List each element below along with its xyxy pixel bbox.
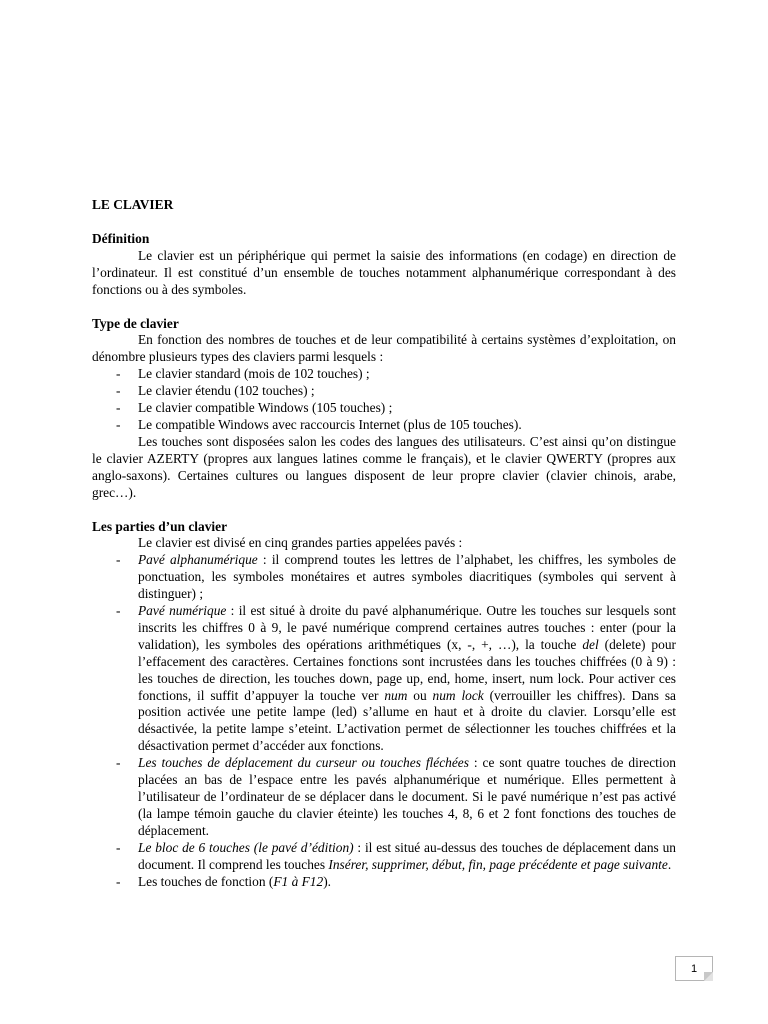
list-item [92,417,676,434]
parts-heading: Les parties d’un clavier [92,518,228,534]
list-item-edit-block [92,840,676,874]
list-bullet: - [116,755,121,771]
item-lead: Pavé alphanumérique [138,552,258,568]
definition-paragraph: Le clavier est un périphérique qui permet la saisie des informations (en codage) en direction de l’ordinateur. Il est constitué d’un ensemble de touches notamment alphanumérique correspondant à des fonctions ou à des symboles. [92,247,676,297]
list-bullet: - [116,400,121,416]
section-spacer [92,299,676,316]
list-item [92,366,676,383]
num-key-term: num [384,687,408,703]
types-heading: Type de clavier [92,315,179,331]
del-key-term: del [582,636,599,652]
edit-keys-term: Insérer, supprimer, début, fin, page précédente et page suivante [328,856,668,872]
item-text: (delete) pour l’effacement des caractères. Certaines fonctions sont incrustées dans les touches chiffrées (0 à 9) : les touches de direction, les touches down, page up, end, home, insert, num lock. Pour activer ces fonctions, il suffit d’appuyer la touche ver [138,636,676,703]
page-curl-icon [704,972,713,981]
item-text: : il est situé à droite du pavé alphanumérique. Outre les touches sur lesquels sont inscrits les chiffres 0 à 9, le pavé numérique comprend certaines autres touches : enter (pour la validation), les symboles des opérations arithmétiques (x, -, +, …), la touche [138,603,676,652]
item-text: : il est situé au-dessus des touches de déplacement dans un document. Il comprend les touches [138,839,676,872]
types-intro-paragraph: En fonction des nombres de touches et de leur compatibilité à certains systèmes d’exploitation, on dénombre plusieurs types des claviers parmi lesquels : [92,332,676,365]
section-spacer [92,502,676,519]
list-item-text: Le clavier compatible Windows (105 touches) ; [138,400,393,416]
list-bullet: - [116,552,121,568]
list-item-numeric [92,603,676,755]
document-page [92,197,676,890]
item-text: (verrouiller les chiffres). Dans sa position activée une petite lampe (led) s’allume en haut et à droite du clavier. Lorsqu’elle est désactivée, la petite lampe s’eteint. L’activation permet de sélectionner les touches chiffrées et la désactivation permet d’accéder aux fonctions. [138,687,676,754]
list-bullet: - [116,839,121,855]
item-lead: Le bloc de 6 touches (le pavé d’édition) [138,839,354,855]
page-number-box [675,956,713,981]
parts-intro-paragraph: Le clavier est divisé en cinq grandes parties appelées pavés : [138,535,463,551]
list-item [92,383,676,400]
item-text: . [667,856,672,872]
list-item-text: Le clavier étendu (102 touches) ; [138,383,315,399]
page-number: 1 [690,962,698,975]
item-lead: Les touches de déplacement du curseur ou touches fléchées [138,755,469,771]
list-item-alphanumeric [92,552,676,603]
list-item-function-keys [92,874,676,891]
list-bullet: - [116,383,121,399]
item-text: : ce sont quatre touches de direction placées an bas de l’espace entre les pavés alphanumérique et numérique. Elles permettent à l’utilisateur de l’ordinateur de se déplacer dans le document. Si le pavé numérique n’est pas activé (la lampe témoin gauche du clavier éteinte) les touches 4, 8, 6 et 2 font fonctions des touches de déplacement. [138,755,676,838]
item-lead: Pavé numérique [138,603,227,619]
list-bullet: - [116,603,121,619]
keyboard-parts-list [92,552,676,890]
list-item-arrow-keys [92,755,676,840]
item-text: : il comprend toutes les lettres de l’alphabet, les chiffres, les symboles de ponctuation, les symboles monétaires et autres symboles diacritiques (symboles qui servent à distinguer) ; [138,552,676,602]
keyboard-types-list [92,366,676,434]
list-bullet: - [116,366,121,382]
numlock-key-term: num lock [432,687,484,703]
list-item-text: Le clavier standard (mois de 102 touches) ; [138,366,370,382]
list-bullet: - [116,416,121,432]
list-item-text: Le compatible Windows avec raccourcis Internet (plus de 105 touches). [138,416,522,432]
item-text: ou [407,687,433,703]
list-bullet: - [116,873,121,889]
definition-heading: Définition [92,230,150,246]
types-outro-paragraph: Les touches sont disposées salon les codes des langues des utilisateurs. C’est ainsi qu’on distingue le clavier AZERTY (propres aux langues latines comme le français), et le clavier QWERTY (propres aux anglo-saxons). Certaines cultures ou langues disposent de leur propre clavier (clavier chinois, arabe, grec…). [92,433,676,500]
document-title: LE CLAVIER [92,197,174,212]
list-item [92,400,676,417]
item-text: Les touches de fonction ( [138,873,274,889]
item-text: ). [323,873,332,889]
function-keys-term: F1 à F12 [273,873,324,889]
